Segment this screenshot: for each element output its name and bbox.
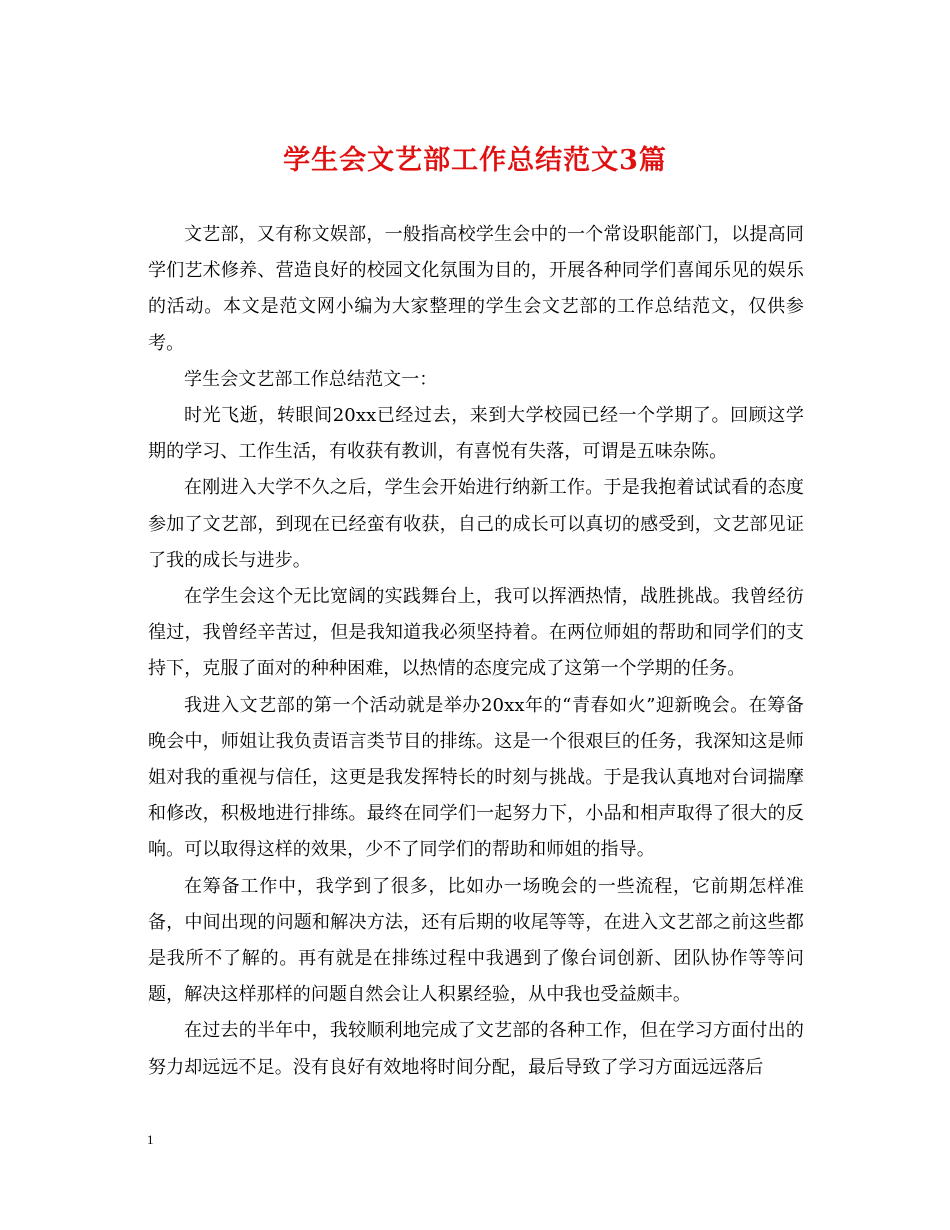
paragraph-practice-stage: 在学生会这个无比宽阔的实践舞台上，我可以挥洒热情，战胜挑战。我曾经彷徨过，我曾经辛苦过，但是我知道我必须坚持着。在两位师姐的帮助和同学们的支持下，克服了面对的种种困难，以热情的态度完成了这第一个学期的任务。	[148, 586, 804, 680]
paragraph-time-flies: 时光飞逝，转眼间20xx已经过去，来到大学校园已经一个学期了。回顾这学期的学习、工作生活，有收获有教训，有喜悦有失落，可谓是五味杂陈。	[148, 405, 804, 463]
page-number: 1	[147, 1132, 154, 1147]
paragraph-section-heading: 学生会文艺部工作总结范文一：	[184, 368, 438, 390]
paragraph-joining: 在刚进入大学不久之后，学生会开始进行纳新工作。于是我抱着试试看的态度参加了文艺部，到现在已经蛮有收获，自己的成长可以真切的感受到，文艺部见证了我的成长与进步。	[148, 477, 804, 571]
paragraph-past-half-year: 在过去的半年中，我较顺利地完成了文艺部的各种工作，但在学习方面付出的努力却远远不足。没有良好有效地将时间分配，最后导致了学习方面远远落后	[148, 1020, 804, 1078]
paragraph-first-activity: 我进入文艺部的第一个活动就是举办20xx年的“青春如火”迎新晚会。在筹备晚会中，师姐让我负责语言类节目的排练。这是一个很艰巨的任务，我深知这是师姐对我的重视与信任，这更是我发挥特长的时刻与挑战。于是我认真地对台词揣摩和修改，积极地进行排练。最终在同学们一起努力下，小品和相声取得了很大的反响。可以取得这样的效果，少不了同学们的帮助和师姐的指导。	[148, 694, 804, 861]
paragraph-intro: 文艺部，又有称文娱部，一般指高校学生会中的一个常设职能部门，以提高同学们艺术修养、营造良好的校园文化氛围为目的，开展各种同学们喜闻乐见的娱乐的活动。本文是范文网小编为大家整理的学生会文艺部的工作总结范文，仅供参考。	[148, 224, 804, 354]
document-title: 学生会文艺部工作总结范文3篇	[283, 145, 667, 176]
paragraph-preparation: 在筹备工作中，我学到了很多，比如办一场晚会的一些流程，它前期怎样准备，中间出现的问题和解决方法，还有后期的收尾等等，在进入文艺部之前这些都是我所不了解的。再有就是在排练过程中我遇到了像台词创新、团队协作等等问题，解决这样那样的问题自然会让人积累经验，从中我也受益颇丰。	[148, 875, 804, 1006]
document-body	[148, 217, 804, 1086]
